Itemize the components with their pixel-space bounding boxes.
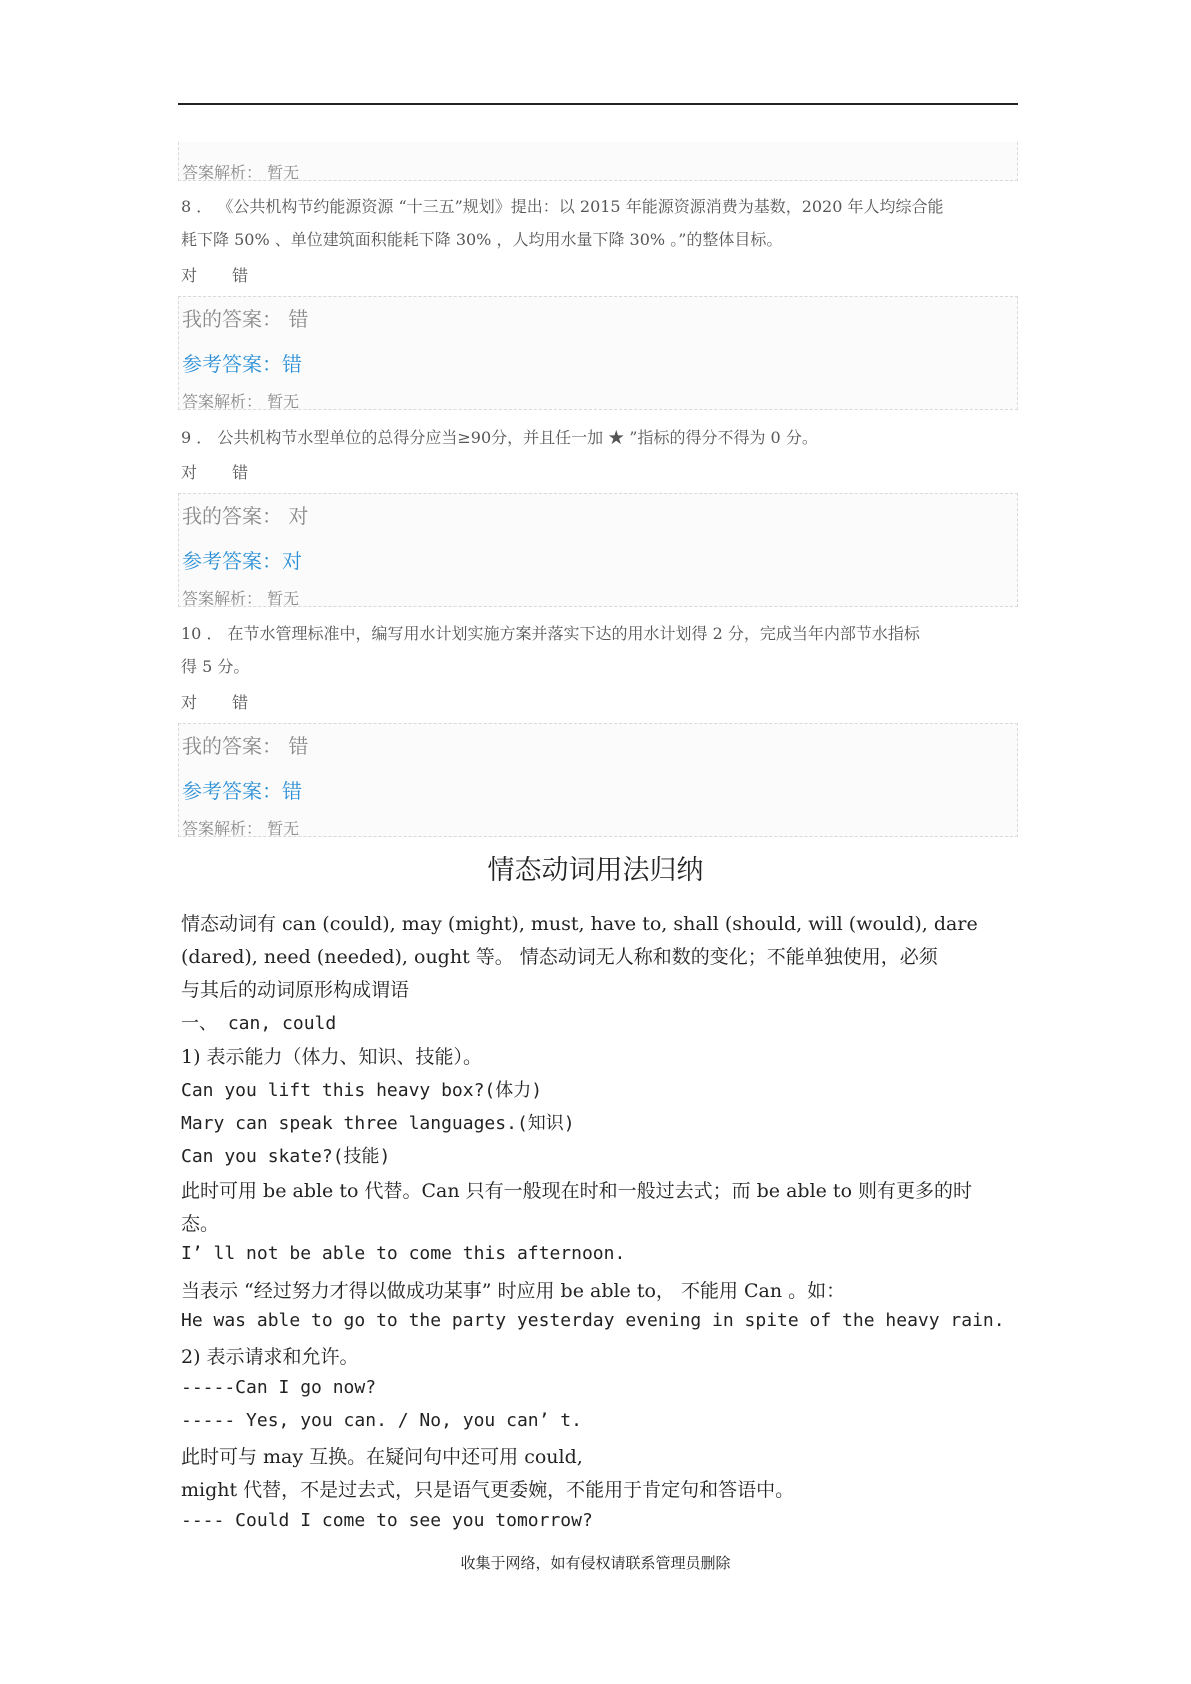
reference-answer: 参考答案：错 [182,352,302,376]
question-9-line1: 9 ． 公共机构节水型单位的总得分应当≥90分，并且任一加 ★ ”指标的得分不得为 0 分。 [181,428,818,447]
article-line: 态。 [181,1213,220,1235]
question-8-choices [181,263,278,286]
article-line: -----Can I go now? [181,1377,377,1398]
answer-explanation: 答案解析： 暂无 [182,163,300,182]
page-footer: 收集于网络，如有侵权请联系管理员删除 [460,1554,731,1572]
article-line: I’ ll not be able to come this afternoon. [181,1243,626,1264]
reference-answer: 参考答案：对 [182,549,302,573]
my-answer: 我的答案： 错 [182,307,309,331]
choice-false[interactable]: 错 [232,693,249,712]
article-title: 情态动词用法归纳 [487,855,704,886]
article-line: ---- Could I come to see you tomorrow? [181,1510,593,1531]
article-line: 一、 can, could [181,1013,337,1034]
choice-true[interactable]: 对 [181,266,198,285]
article-line: ----- Yes, you can. / No, you can’ t. [181,1410,582,1431]
question-10-line1: 10 ． 在节水管理标准中，编写用水计划实施方案并落实下达的用水计划得 2 分，完成当年内部节水指标 [181,624,920,643]
article-line: 当表示 “经过努力才得以做成功某事” 时应用 be able to， 不能用 Can 。如： [181,1280,846,1302]
article-line: (dared), need (needed), ought 等。 情态动词无人称和数的变化；不能单独使用，必须 [181,946,938,968]
article-line: 2) 表示请求和允许。 [181,1346,359,1368]
answer-box-fragment [178,142,1018,181]
article-line: Can you skate?(技能) [181,1146,391,1167]
my-answer: 我的答案： 对 [182,504,309,528]
question-10-choices [181,690,278,713]
answer-explanation: 答案解析： 暂无 [182,392,300,411]
choice-true[interactable]: 对 [181,693,198,712]
article-line: 1) 表示能力（体力、知识、技能）。 [181,1046,483,1068]
article-line: 与其后的动词原形构成谓语 [181,979,410,1001]
choice-false[interactable]: 错 [232,463,249,482]
article-line: He was able to go to the party yesterday evening in spite of the heavy rain. [181,1310,1005,1331]
header-rule [178,103,1018,105]
article-line: 情态动词有 can (could), may (might), must, have to, shall (should, will (would), dare [181,913,978,935]
question-8-line1: 8 ． 《公共机构节约能源资源 “十三五”规划》提出：以 2015 年能源资源消费为基数，2020 年人均综合能 [181,197,944,216]
answer-explanation: 答案解析： 暂无 [182,589,300,608]
answer-box-8 [178,296,1018,410]
article-line: Can you lift this heavy box?(体力) [181,1080,543,1101]
answer-box-9 [178,493,1018,607]
article-line: Mary can speak three languages.(知识) [181,1113,575,1134]
question-8-line2: 耗下降 50% 、单位建筑面积能耗下降 30% ，人均用水量下降 30% 。”的整体目标。 [181,230,783,249]
question-10-line2: 得 5 分。 [181,657,250,676]
article-line: 此时可用 be able to 代替。Can 只有一般现在时和一般过去式；而 be able to 则有更多的时 [181,1180,973,1202]
my-answer: 我的答案： 错 [182,734,309,758]
article-line: might 代替，不是过去式，只是语气更委婉，不能用于肯定句和答语中。 [181,1479,795,1501]
answer-explanation: 答案解析： 暂无 [182,819,300,838]
article-line: 此时可与 may 互换。在疑问句中还可用 could, [181,1446,583,1468]
reference-answer: 参考答案：错 [182,779,302,803]
question-9-choices [181,460,278,483]
choice-false[interactable]: 错 [232,266,249,285]
choice-true[interactable]: 对 [181,463,198,482]
answer-box-10 [178,723,1018,837]
